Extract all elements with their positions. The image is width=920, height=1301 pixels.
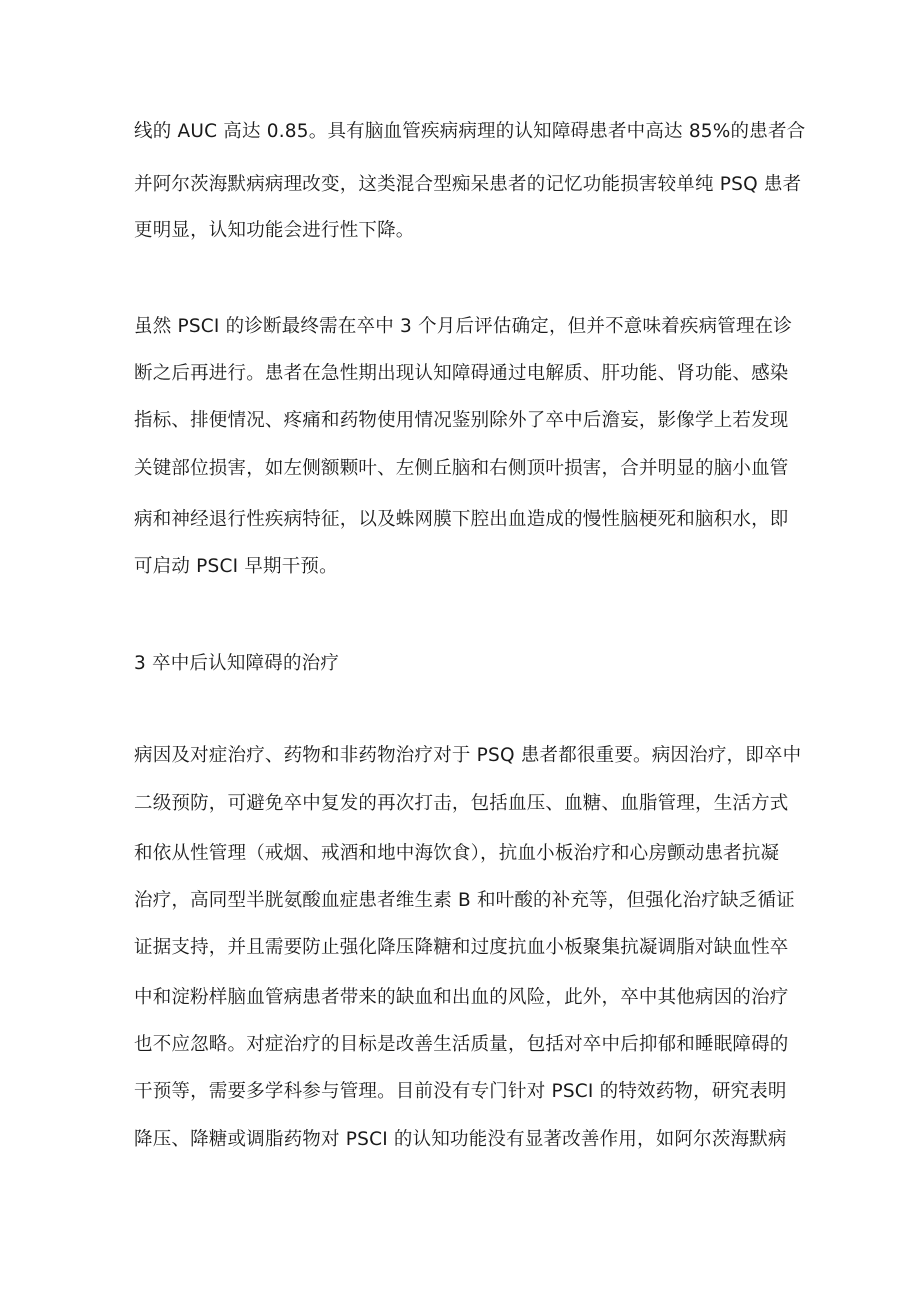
paragraph-2-line-5: 病和神经退行性疾病特征，以及蛛网膜下腔出血造成的慢性脑梗死和脑积水，即 xyxy=(134,509,789,530)
paragraph-2-line-1: 虽然 PSCI 的诊断最终需在卒中 3 个月后评估确定，但并不意味着疾病管理在诊 xyxy=(134,316,793,337)
paragraph-3-line-3: 和依从性管理（戒烟、戒酒和地中海饮食），抗血小板治疗和心房颤动患者抗凝 xyxy=(134,843,780,864)
paragraph-1-line-3: 更明显，认知功能会进行性下降。 xyxy=(134,220,415,241)
paragraph-3-line-8: 干预等，需要多学科参与管理。目前没有专门针对 PSCI 的特效药物，研究表明 xyxy=(134,1081,787,1102)
paragraph-1-line-1: 线的 AUC 高达 0.85。具有脑血管疾病病理的认知障碍患者中高达 85%的患者合 xyxy=(134,121,806,142)
paragraph-3-line-7: 也不应忽略。对症治疗的目标是改善生活质量，包括对卒中后抑郁和睡眠障碍的 xyxy=(134,1034,789,1055)
paragraph-2-line-4: 关键部位损害，如左侧额颗叶、左侧丘脑和右侧顶叶损害，合并明显的脑小血管 xyxy=(134,458,789,479)
paragraph-3-line-5: 证据支持，并且需要防止强化降压降糖和过度抗血小板聚集抗凝调脂对缺血性卒 xyxy=(134,937,789,958)
paragraph-3-line-6: 中和淀粉样脑血管病患者带来的缺血和出血的风险，此外，卒中其他病因的治疗 xyxy=(134,987,789,1008)
paragraph-2-line-2: 断之后再进行。患者在急性期出现认知障碍通过电解质、肝功能、肾功能、感染 xyxy=(134,363,789,384)
section-heading: 3 卒中后认知障碍的治疗 xyxy=(134,653,340,674)
paragraph-2-line-3: 指标、排便情况、疼痛和药物使用情况鉴别除外了卒中后澹妄，影像学上若发现 xyxy=(134,410,789,431)
paragraph-3-line-4: 治疗，高同型半胱氨酸血症患者维生素 B 和叶酸的补充等，但强化治疗缺乏循证 xyxy=(134,890,795,911)
paragraph-1-line-2: 并阿尔茨海默病病理改变，这类混合型痴呆患者的记忆功能损害较单纯 PSQ 患者 xyxy=(134,174,802,195)
paragraph-3-line-9: 降压、降糖或调脂药物对 PSCI 的认知功能没有显著改善作用，如阿尔茨海默病 xyxy=(134,1129,787,1150)
paragraph-2-line-6: 可启动 PSCI 早期干预。 xyxy=(134,556,338,577)
paragraph-3-line-2: 二级预防，可避免卒中复发的再次打击，包括血压、血糖、血脂管理，生活方式 xyxy=(134,793,789,814)
paragraph-3-line-1: 病因及对症治疗、药物和非药物治疗对于 PSQ 患者都很重要。病因治疗，即卒中 xyxy=(134,745,802,766)
